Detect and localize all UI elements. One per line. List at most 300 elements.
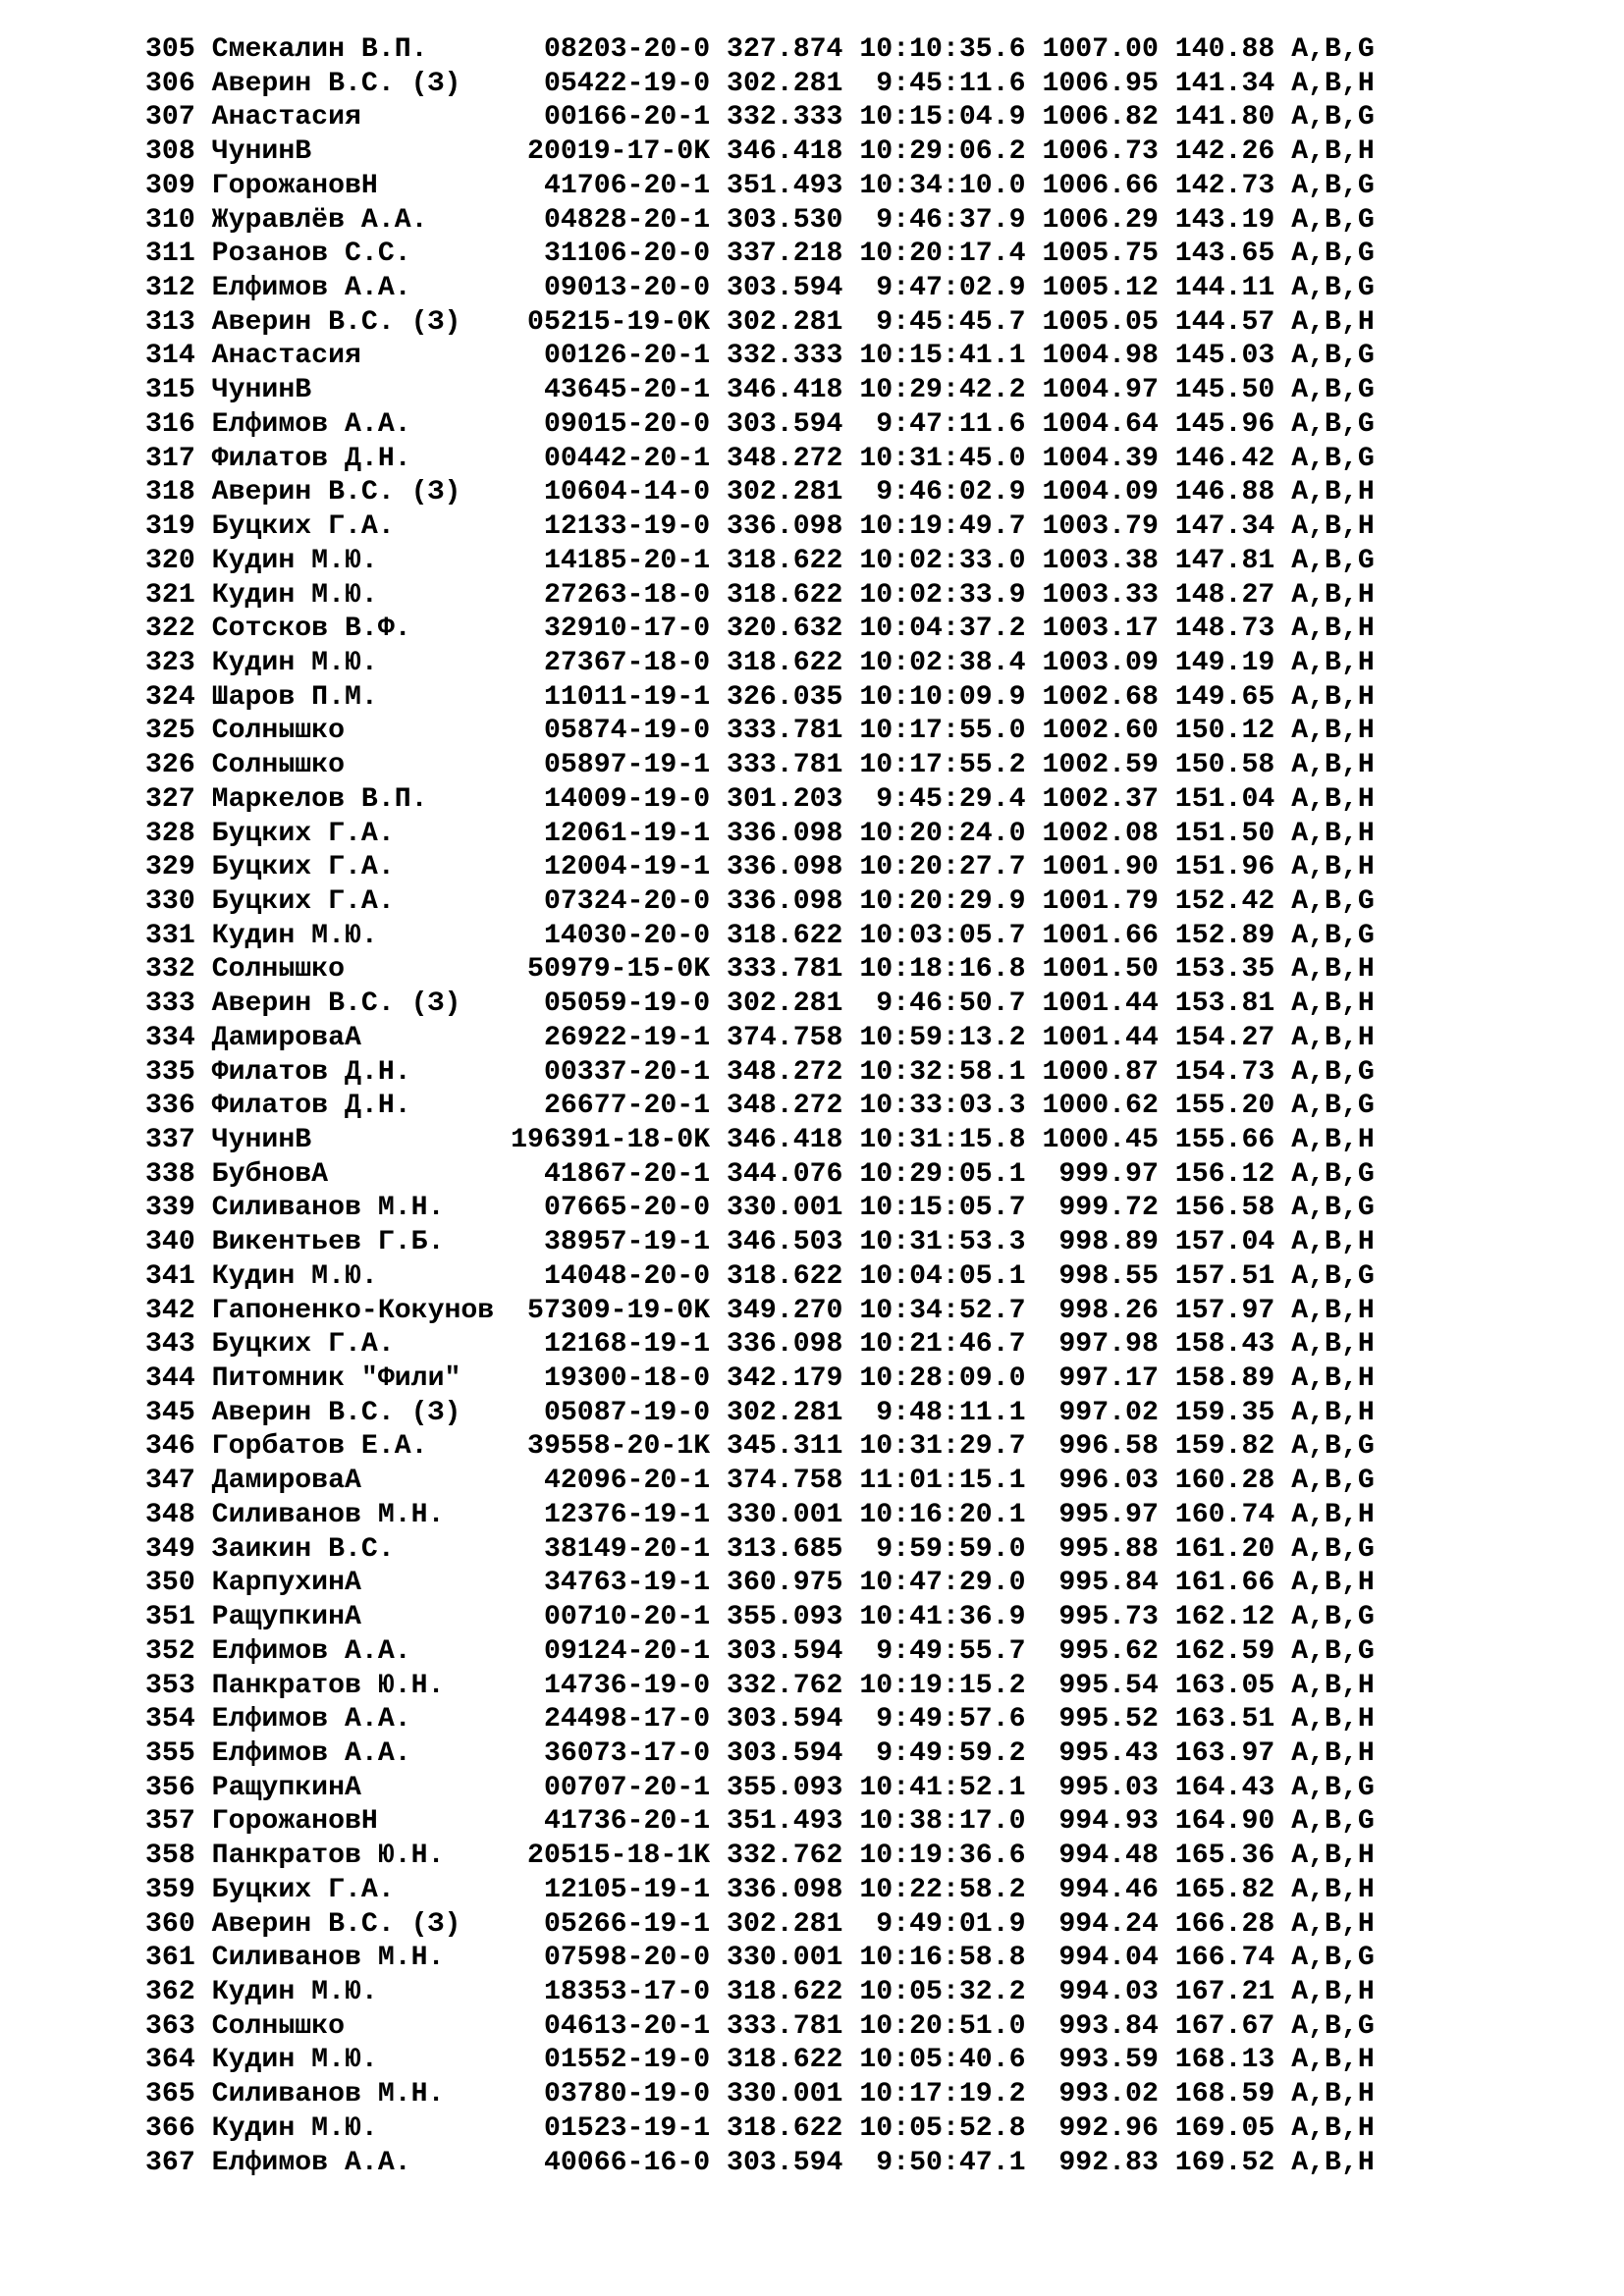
groups: A,B,H bbox=[1291, 1841, 1375, 1872]
arrival-time: 10:33:03.3 bbox=[859, 1091, 1043, 1122]
points: 158.89 bbox=[1174, 1363, 1292, 1395]
arrival-time: 9:48:11.1 bbox=[859, 1397, 1043, 1428]
arrival-time: 9:46:37.9 bbox=[859, 204, 1043, 236]
distance: 303.594 bbox=[727, 1704, 860, 1735]
points: 150.58 bbox=[1174, 750, 1292, 781]
fancier-name: Буцких Г.А. bbox=[194, 1329, 512, 1361]
distance: 318.622 bbox=[727, 545, 860, 576]
distance: 332.333 bbox=[727, 102, 860, 133]
ring-number: 07324-20-0 bbox=[511, 885, 728, 917]
ring-number: 20515-18-1K bbox=[511, 1841, 728, 1872]
speed: 998.26 bbox=[1042, 1295, 1175, 1326]
groups: A,B,H bbox=[1291, 1976, 1375, 2007]
table-row bbox=[145, 647, 1375, 681]
table-row bbox=[145, 68, 1375, 102]
groups: A,B,H bbox=[1291, 2079, 1375, 2110]
table-row bbox=[145, 579, 1375, 614]
distance: 336.098 bbox=[727, 852, 860, 883]
distance: 355.093 bbox=[727, 1602, 860, 1633]
speed: 995.43 bbox=[1042, 1737, 1175, 1769]
table-row bbox=[145, 1737, 1375, 1772]
row-number: 307 bbox=[145, 102, 195, 133]
arrival-time: 9:49:59.2 bbox=[859, 1737, 1043, 1769]
ring-number: 57309-19-0K bbox=[511, 1295, 728, 1326]
groups: A,B,H bbox=[1291, 614, 1375, 645]
distance: 336.098 bbox=[727, 818, 860, 849]
row-number: 341 bbox=[145, 1260, 195, 1292]
points: 145.03 bbox=[1174, 341, 1292, 372]
distance: 327.874 bbox=[727, 34, 860, 65]
arrival-time: 10:15:04.9 bbox=[859, 102, 1043, 133]
results-table bbox=[145, 33, 1375, 2180]
speed: 1004.98 bbox=[1042, 341, 1175, 372]
speed: 1005.75 bbox=[1042, 239, 1175, 270]
arrival-time: 10:29:06.2 bbox=[859, 136, 1043, 168]
table-row bbox=[145, 340, 1375, 374]
row-number: 314 bbox=[145, 341, 195, 372]
points: 157.51 bbox=[1174, 1260, 1292, 1292]
table-row bbox=[145, 1942, 1375, 1976]
row-number: 352 bbox=[145, 1635, 195, 1667]
points: 152.89 bbox=[1174, 920, 1292, 951]
row-number: 351 bbox=[145, 1602, 195, 1633]
points: 160.74 bbox=[1174, 1499, 1292, 1530]
fancier-name: Розанов С.С. bbox=[194, 239, 512, 270]
row-number: 312 bbox=[145, 273, 195, 304]
arrival-time: 10:18:16.8 bbox=[859, 954, 1043, 986]
table-row bbox=[145, 374, 1375, 408]
row-number: 362 bbox=[145, 1976, 195, 2007]
distance: 318.622 bbox=[727, 2112, 860, 2144]
distance: 330.001 bbox=[727, 1193, 860, 1224]
speed: 997.98 bbox=[1042, 1329, 1175, 1361]
points: 160.28 bbox=[1174, 1466, 1292, 1497]
fancier-name: Елфимов А.А. bbox=[194, 273, 512, 304]
table-row bbox=[145, 1124, 1375, 1158]
table-row bbox=[145, 2044, 1375, 2078]
distance: 336.098 bbox=[727, 1874, 860, 1905]
fancier-name: ГорожановН bbox=[194, 1806, 512, 1838]
distance: 346.418 bbox=[727, 375, 860, 406]
distance: 332.762 bbox=[727, 1670, 860, 1701]
fancier-name: Кудин М.Ю. bbox=[194, 579, 512, 611]
ring-number: 14048-20-0 bbox=[511, 1260, 728, 1292]
groups: A,B,G bbox=[1291, 204, 1375, 236]
arrival-time: 10:31:45.0 bbox=[859, 443, 1043, 474]
groups: A,B,G bbox=[1291, 375, 1375, 406]
points: 169.52 bbox=[1174, 2147, 1292, 2178]
row-number: 363 bbox=[145, 2010, 195, 2042]
ring-number: 07598-20-0 bbox=[511, 1943, 728, 1974]
distance: 374.758 bbox=[727, 1022, 860, 1053]
ring-number: 27367-18-0 bbox=[511, 647, 728, 678]
table-row bbox=[145, 953, 1375, 988]
ring-number: 05059-19-0 bbox=[511, 988, 728, 1020]
fancier-name: Аверин В.С. (З) bbox=[194, 68, 512, 99]
table-row bbox=[145, 1703, 1375, 1737]
arrival-time: 9:49:55.7 bbox=[859, 1635, 1043, 1667]
arrival-time: 9:47:11.6 bbox=[859, 408, 1043, 440]
table-row bbox=[145, 1805, 1375, 1840]
groups: A,B,H bbox=[1291, 1704, 1375, 1735]
table-row bbox=[145, 1874, 1375, 1908]
speed: 1002.08 bbox=[1042, 818, 1175, 849]
points: 155.20 bbox=[1174, 1091, 1292, 1122]
fancier-name: Буцких Г.А. bbox=[194, 885, 512, 917]
table-row bbox=[145, 920, 1375, 954]
distance: 302.281 bbox=[727, 1908, 860, 1940]
fancier-name: ЧунинВ bbox=[194, 375, 512, 406]
points: 150.12 bbox=[1174, 716, 1292, 747]
ring-number: 07665-20-0 bbox=[511, 1193, 728, 1224]
arrival-time: 10:04:37.2 bbox=[859, 614, 1043, 645]
fancier-name: Сотсков В.Ф. bbox=[194, 614, 512, 645]
speed: 1001.44 bbox=[1042, 1022, 1175, 1053]
groups: A,B,H bbox=[1291, 1670, 1375, 1701]
arrival-time: 10:04:05.1 bbox=[859, 1260, 1043, 1292]
distance: 348.272 bbox=[727, 1091, 860, 1122]
fancier-name: Шаров П.М. bbox=[194, 681, 512, 713]
arrival-time: 10:31:53.3 bbox=[859, 1227, 1043, 1258]
ring-number: 12004-19-1 bbox=[511, 852, 728, 883]
row-number: 337 bbox=[145, 1125, 195, 1155]
points: 143.65 bbox=[1174, 239, 1292, 270]
row-number: 320 bbox=[145, 545, 195, 576]
ring-number: 14185-20-1 bbox=[511, 545, 728, 576]
row-number: 360 bbox=[145, 1908, 195, 1940]
arrival-time: 10:05:52.8 bbox=[859, 2112, 1043, 2144]
fancier-name: Силиванов М.Н. bbox=[194, 1499, 512, 1530]
arrival-time: 9:45:11.6 bbox=[859, 68, 1043, 99]
ring-number: 04613-20-1 bbox=[511, 2010, 728, 2042]
table-row bbox=[145, 2112, 1375, 2147]
fancier-name: ГорожановН bbox=[194, 170, 512, 201]
fancier-name: Буцких Г.А. bbox=[194, 1874, 512, 1905]
ring-number: 41706-20-1 bbox=[511, 170, 728, 201]
points: 147.34 bbox=[1174, 511, 1292, 543]
points: 153.35 bbox=[1174, 954, 1292, 986]
distance: 374.758 bbox=[727, 1466, 860, 1497]
ring-number: 05874-19-0 bbox=[511, 716, 728, 747]
groups: A,B,G bbox=[1291, 1056, 1375, 1088]
ring-number: 05897-19-1 bbox=[511, 750, 728, 781]
points: 151.04 bbox=[1174, 783, 1292, 815]
row-number: 336 bbox=[145, 1091, 195, 1122]
row-number: 347 bbox=[145, 1466, 195, 1497]
speed: 997.02 bbox=[1042, 1397, 1175, 1428]
arrival-time: 10:17:55.0 bbox=[859, 716, 1043, 747]
distance: 303.530 bbox=[727, 204, 860, 236]
speed: 1001.66 bbox=[1042, 920, 1175, 951]
groups: A,B,H bbox=[1291, 1737, 1375, 1769]
table-row bbox=[145, 1328, 1375, 1362]
arrival-time: 10:20:51.0 bbox=[859, 2010, 1043, 2042]
speed: 995.54 bbox=[1042, 1670, 1175, 1701]
points: 141.80 bbox=[1174, 102, 1292, 133]
row-number: 365 bbox=[145, 2079, 195, 2110]
distance: 320.632 bbox=[727, 614, 860, 645]
speed: 995.52 bbox=[1042, 1704, 1175, 1735]
row-number: 355 bbox=[145, 1737, 195, 1769]
distance: 302.281 bbox=[727, 477, 860, 508]
fancier-name: Аверин В.С. (З) bbox=[194, 1397, 512, 1428]
fancier-name: Елфимов А.А. bbox=[194, 408, 512, 440]
speed: 992.83 bbox=[1042, 2147, 1175, 2178]
ring-number: 00707-20-1 bbox=[511, 1772, 728, 1803]
points: 161.20 bbox=[1174, 1533, 1292, 1565]
table-row bbox=[145, 238, 1375, 272]
table-row bbox=[145, 1465, 1375, 1499]
groups: A,B,H bbox=[1291, 1295, 1375, 1326]
table-row bbox=[145, 1772, 1375, 1806]
points: 144.57 bbox=[1174, 306, 1292, 338]
points: 153.81 bbox=[1174, 988, 1292, 1020]
distance: 326.035 bbox=[727, 681, 860, 713]
table-row bbox=[145, 1533, 1375, 1568]
speed: 1002.59 bbox=[1042, 750, 1175, 781]
distance: 301.203 bbox=[727, 783, 860, 815]
table-row bbox=[145, 408, 1375, 443]
table-row bbox=[145, 1192, 1375, 1226]
ring-number: 41736-20-1 bbox=[511, 1806, 728, 1838]
table-row bbox=[145, 1908, 1375, 1943]
table-row bbox=[145, 135, 1375, 170]
groups: A,B,G bbox=[1291, 1772, 1375, 1803]
speed: 1003.09 bbox=[1042, 647, 1175, 678]
table-row bbox=[145, 988, 1375, 1022]
table-row bbox=[145, 306, 1375, 341]
arrival-time: 10:32:58.1 bbox=[859, 1056, 1043, 1088]
fancier-name: Солнышко bbox=[194, 750, 512, 781]
fancier-name: Панкратов Ю.Н. bbox=[194, 1841, 512, 1872]
table-row bbox=[145, 1295, 1375, 1329]
speed: 993.59 bbox=[1042, 2045, 1175, 2076]
ring-number: 43645-20-1 bbox=[511, 375, 728, 406]
speed: 997.17 bbox=[1042, 1363, 1175, 1395]
fancier-name: Викентьев Г.Б. bbox=[194, 1227, 512, 1258]
ring-number: 14736-19-0 bbox=[511, 1670, 728, 1701]
row-number: 343 bbox=[145, 1329, 195, 1361]
groups: A,B,H bbox=[1291, 988, 1375, 1020]
arrival-time: 10:19:15.2 bbox=[859, 1670, 1043, 1701]
row-number: 324 bbox=[145, 681, 195, 713]
speed: 1003.79 bbox=[1042, 511, 1175, 543]
arrival-time: 10:03:05.7 bbox=[859, 920, 1043, 951]
row-number: 348 bbox=[145, 1499, 195, 1530]
fancier-name: Гапоненко-Кокунов bbox=[194, 1295, 512, 1326]
points: 157.04 bbox=[1174, 1227, 1292, 1258]
distance: 330.001 bbox=[727, 1499, 860, 1530]
row-number: 342 bbox=[145, 1295, 195, 1326]
points: 162.59 bbox=[1174, 1635, 1292, 1667]
arrival-time: 10:17:19.2 bbox=[859, 2079, 1043, 2110]
arrival-time: 10:10:35.6 bbox=[859, 34, 1043, 65]
points: 168.13 bbox=[1174, 2045, 1292, 2076]
groups: A,B,G bbox=[1291, 170, 1375, 201]
points: 164.90 bbox=[1174, 1806, 1292, 1838]
row-number: 349 bbox=[145, 1533, 195, 1565]
speed: 1002.68 bbox=[1042, 681, 1175, 713]
ring-number: 42096-20-1 bbox=[511, 1466, 728, 1497]
arrival-time: 10:20:29.9 bbox=[859, 885, 1043, 917]
groups: A,B,H bbox=[1291, 681, 1375, 713]
distance: 318.622 bbox=[727, 1976, 860, 2007]
fancier-name: Кудин М.Ю. bbox=[194, 2045, 512, 2076]
row-number: 325 bbox=[145, 716, 195, 747]
distance: 336.098 bbox=[727, 1329, 860, 1361]
row-number: 331 bbox=[145, 920, 195, 951]
ring-number: 27263-18-0 bbox=[511, 579, 728, 611]
distance: 345.311 bbox=[727, 1431, 860, 1463]
arrival-time: 10:29:05.1 bbox=[859, 1158, 1043, 1190]
row-number: 311 bbox=[145, 239, 195, 270]
fancier-name: Силиванов М.Н. bbox=[194, 2079, 512, 2110]
distance: 346.418 bbox=[727, 1125, 860, 1155]
table-row bbox=[145, 749, 1375, 783]
distance: 351.493 bbox=[727, 170, 860, 201]
ring-number: 00166-20-1 bbox=[511, 102, 728, 133]
fancier-name: Заикин В.С. bbox=[194, 1533, 512, 1565]
fancier-name: Силиванов М.Н. bbox=[194, 1943, 512, 1974]
arrival-time: 10:31:15.8 bbox=[859, 1125, 1043, 1155]
fancier-name: Кудин М.Ю. bbox=[194, 1976, 512, 2007]
arrival-time: 10:17:55.2 bbox=[859, 750, 1043, 781]
arrival-time: 10:20:27.7 bbox=[859, 852, 1043, 883]
fancier-name: Журавлёв А.А. bbox=[194, 204, 512, 236]
points: 159.82 bbox=[1174, 1431, 1292, 1463]
speed: 1007.00 bbox=[1042, 34, 1175, 65]
table-row bbox=[145, 1158, 1375, 1193]
row-number: 367 bbox=[145, 2147, 195, 2178]
arrival-time: 10:34:52.7 bbox=[859, 1295, 1043, 1326]
row-number: 358 bbox=[145, 1841, 195, 1872]
arrival-time: 10:31:29.7 bbox=[859, 1431, 1043, 1463]
points: 167.67 bbox=[1174, 2010, 1292, 2042]
groups: A,B,G bbox=[1291, 545, 1375, 576]
arrival-time: 10:16:58.8 bbox=[859, 1943, 1043, 1974]
groups: A,B,H bbox=[1291, 1397, 1375, 1428]
speed: 1003.38 bbox=[1042, 545, 1175, 576]
arrival-time: 10:59:13.2 bbox=[859, 1022, 1043, 1053]
speed: 998.89 bbox=[1042, 1227, 1175, 1258]
ring-number: 31106-20-0 bbox=[511, 239, 728, 270]
ring-number: 01523-19-1 bbox=[511, 2112, 728, 2144]
fancier-name: Буцких Г.А. bbox=[194, 852, 512, 883]
groups: A,B,H bbox=[1291, 1227, 1375, 1258]
ring-number: 01552-19-0 bbox=[511, 2045, 728, 2076]
table-row bbox=[145, 613, 1375, 647]
table-row bbox=[145, 818, 1375, 852]
distance: 351.493 bbox=[727, 1806, 860, 1838]
speed: 995.97 bbox=[1042, 1499, 1175, 1530]
speed: 999.97 bbox=[1042, 1158, 1175, 1190]
row-number: 357 bbox=[145, 1806, 195, 1838]
ring-number: 09015-20-0 bbox=[511, 408, 728, 440]
row-number: 328 bbox=[145, 818, 195, 849]
table-row bbox=[145, 1022, 1375, 1056]
ring-number: 32910-17-0 bbox=[511, 614, 728, 645]
points: 158.43 bbox=[1174, 1329, 1292, 1361]
distance: 348.272 bbox=[727, 443, 860, 474]
table-row bbox=[145, 443, 1375, 477]
distance: 303.594 bbox=[727, 2147, 860, 2178]
arrival-time: 10:16:20.1 bbox=[859, 1499, 1043, 1530]
table-row bbox=[145, 510, 1375, 545]
ring-number: 40066-16-0 bbox=[511, 2147, 728, 2178]
fancier-name: ЧунинВ bbox=[194, 136, 512, 168]
fancier-name: Кудин М.Ю. bbox=[194, 2112, 512, 2144]
speed: 1003.17 bbox=[1042, 614, 1175, 645]
row-number: 366 bbox=[145, 2112, 195, 2144]
distance: 303.594 bbox=[727, 408, 860, 440]
arrival-time: 10:41:36.9 bbox=[859, 1602, 1043, 1633]
arrival-time: 10:10:09.9 bbox=[859, 681, 1043, 713]
arrival-time: 10:22:58.2 bbox=[859, 1874, 1043, 1905]
groups: A,B,G bbox=[1291, 408, 1375, 440]
points: 149.65 bbox=[1174, 681, 1292, 713]
speed: 996.58 bbox=[1042, 1431, 1175, 1463]
speed: 994.48 bbox=[1042, 1841, 1175, 1872]
ring-number: 00126-20-1 bbox=[511, 341, 728, 372]
table-row bbox=[145, 170, 1375, 204]
speed: 995.62 bbox=[1042, 1635, 1175, 1667]
row-number: 321 bbox=[145, 579, 195, 611]
arrival-time: 10:41:52.1 bbox=[859, 1772, 1043, 1803]
arrival-time: 10:38:17.0 bbox=[859, 1806, 1043, 1838]
points: 161.66 bbox=[1174, 1568, 1292, 1599]
distance: 360.975 bbox=[727, 1568, 860, 1599]
points: 152.42 bbox=[1174, 885, 1292, 917]
table-row bbox=[145, 1601, 1375, 1635]
table-row bbox=[145, 1567, 1375, 1601]
fancier-name: БубновА bbox=[194, 1158, 512, 1190]
ring-number: 196391-18-0K bbox=[511, 1125, 728, 1155]
table-row bbox=[145, 681, 1375, 716]
distance: 303.594 bbox=[727, 1635, 860, 1667]
groups: A,B,G bbox=[1291, 1602, 1375, 1633]
distance: 333.781 bbox=[727, 750, 860, 781]
ring-number: 18353-17-0 bbox=[511, 1976, 728, 2007]
arrival-time: 9:49:57.6 bbox=[859, 1704, 1043, 1735]
distance: 302.281 bbox=[727, 306, 860, 338]
groups: A,B,H bbox=[1291, 1874, 1375, 1905]
row-number: 309 bbox=[145, 170, 195, 201]
ring-number: 39558-20-1K bbox=[511, 1431, 728, 1463]
distance: 348.272 bbox=[727, 1056, 860, 1088]
row-number: 356 bbox=[145, 1772, 195, 1803]
arrival-time: 9:59:59.0 bbox=[859, 1533, 1043, 1565]
ring-number: 00442-20-1 bbox=[511, 443, 728, 474]
fancier-name: Питомник "Фили" bbox=[194, 1363, 512, 1395]
distance: 333.781 bbox=[727, 716, 860, 747]
table-row bbox=[145, 101, 1375, 135]
points: 156.12 bbox=[1174, 1158, 1292, 1190]
points: 145.50 bbox=[1174, 375, 1292, 406]
arrival-time: 9:50:47.1 bbox=[859, 2147, 1043, 2178]
distance: 318.622 bbox=[727, 1260, 860, 1292]
fancier-name: Силиванов М.Н. bbox=[194, 1193, 512, 1224]
fancier-name: Солнышко bbox=[194, 954, 512, 986]
points: 157.97 bbox=[1174, 1295, 1292, 1326]
groups: A,B,G bbox=[1291, 443, 1375, 474]
groups: A,B,G bbox=[1291, 102, 1375, 133]
arrival-time: 9:45:45.7 bbox=[859, 306, 1043, 338]
row-number: 327 bbox=[145, 783, 195, 815]
groups: A,B,G bbox=[1291, 1158, 1375, 1190]
ring-number: 12168-19-1 bbox=[511, 1329, 728, 1361]
table-row bbox=[145, 715, 1375, 749]
table-row bbox=[145, 1430, 1375, 1465]
